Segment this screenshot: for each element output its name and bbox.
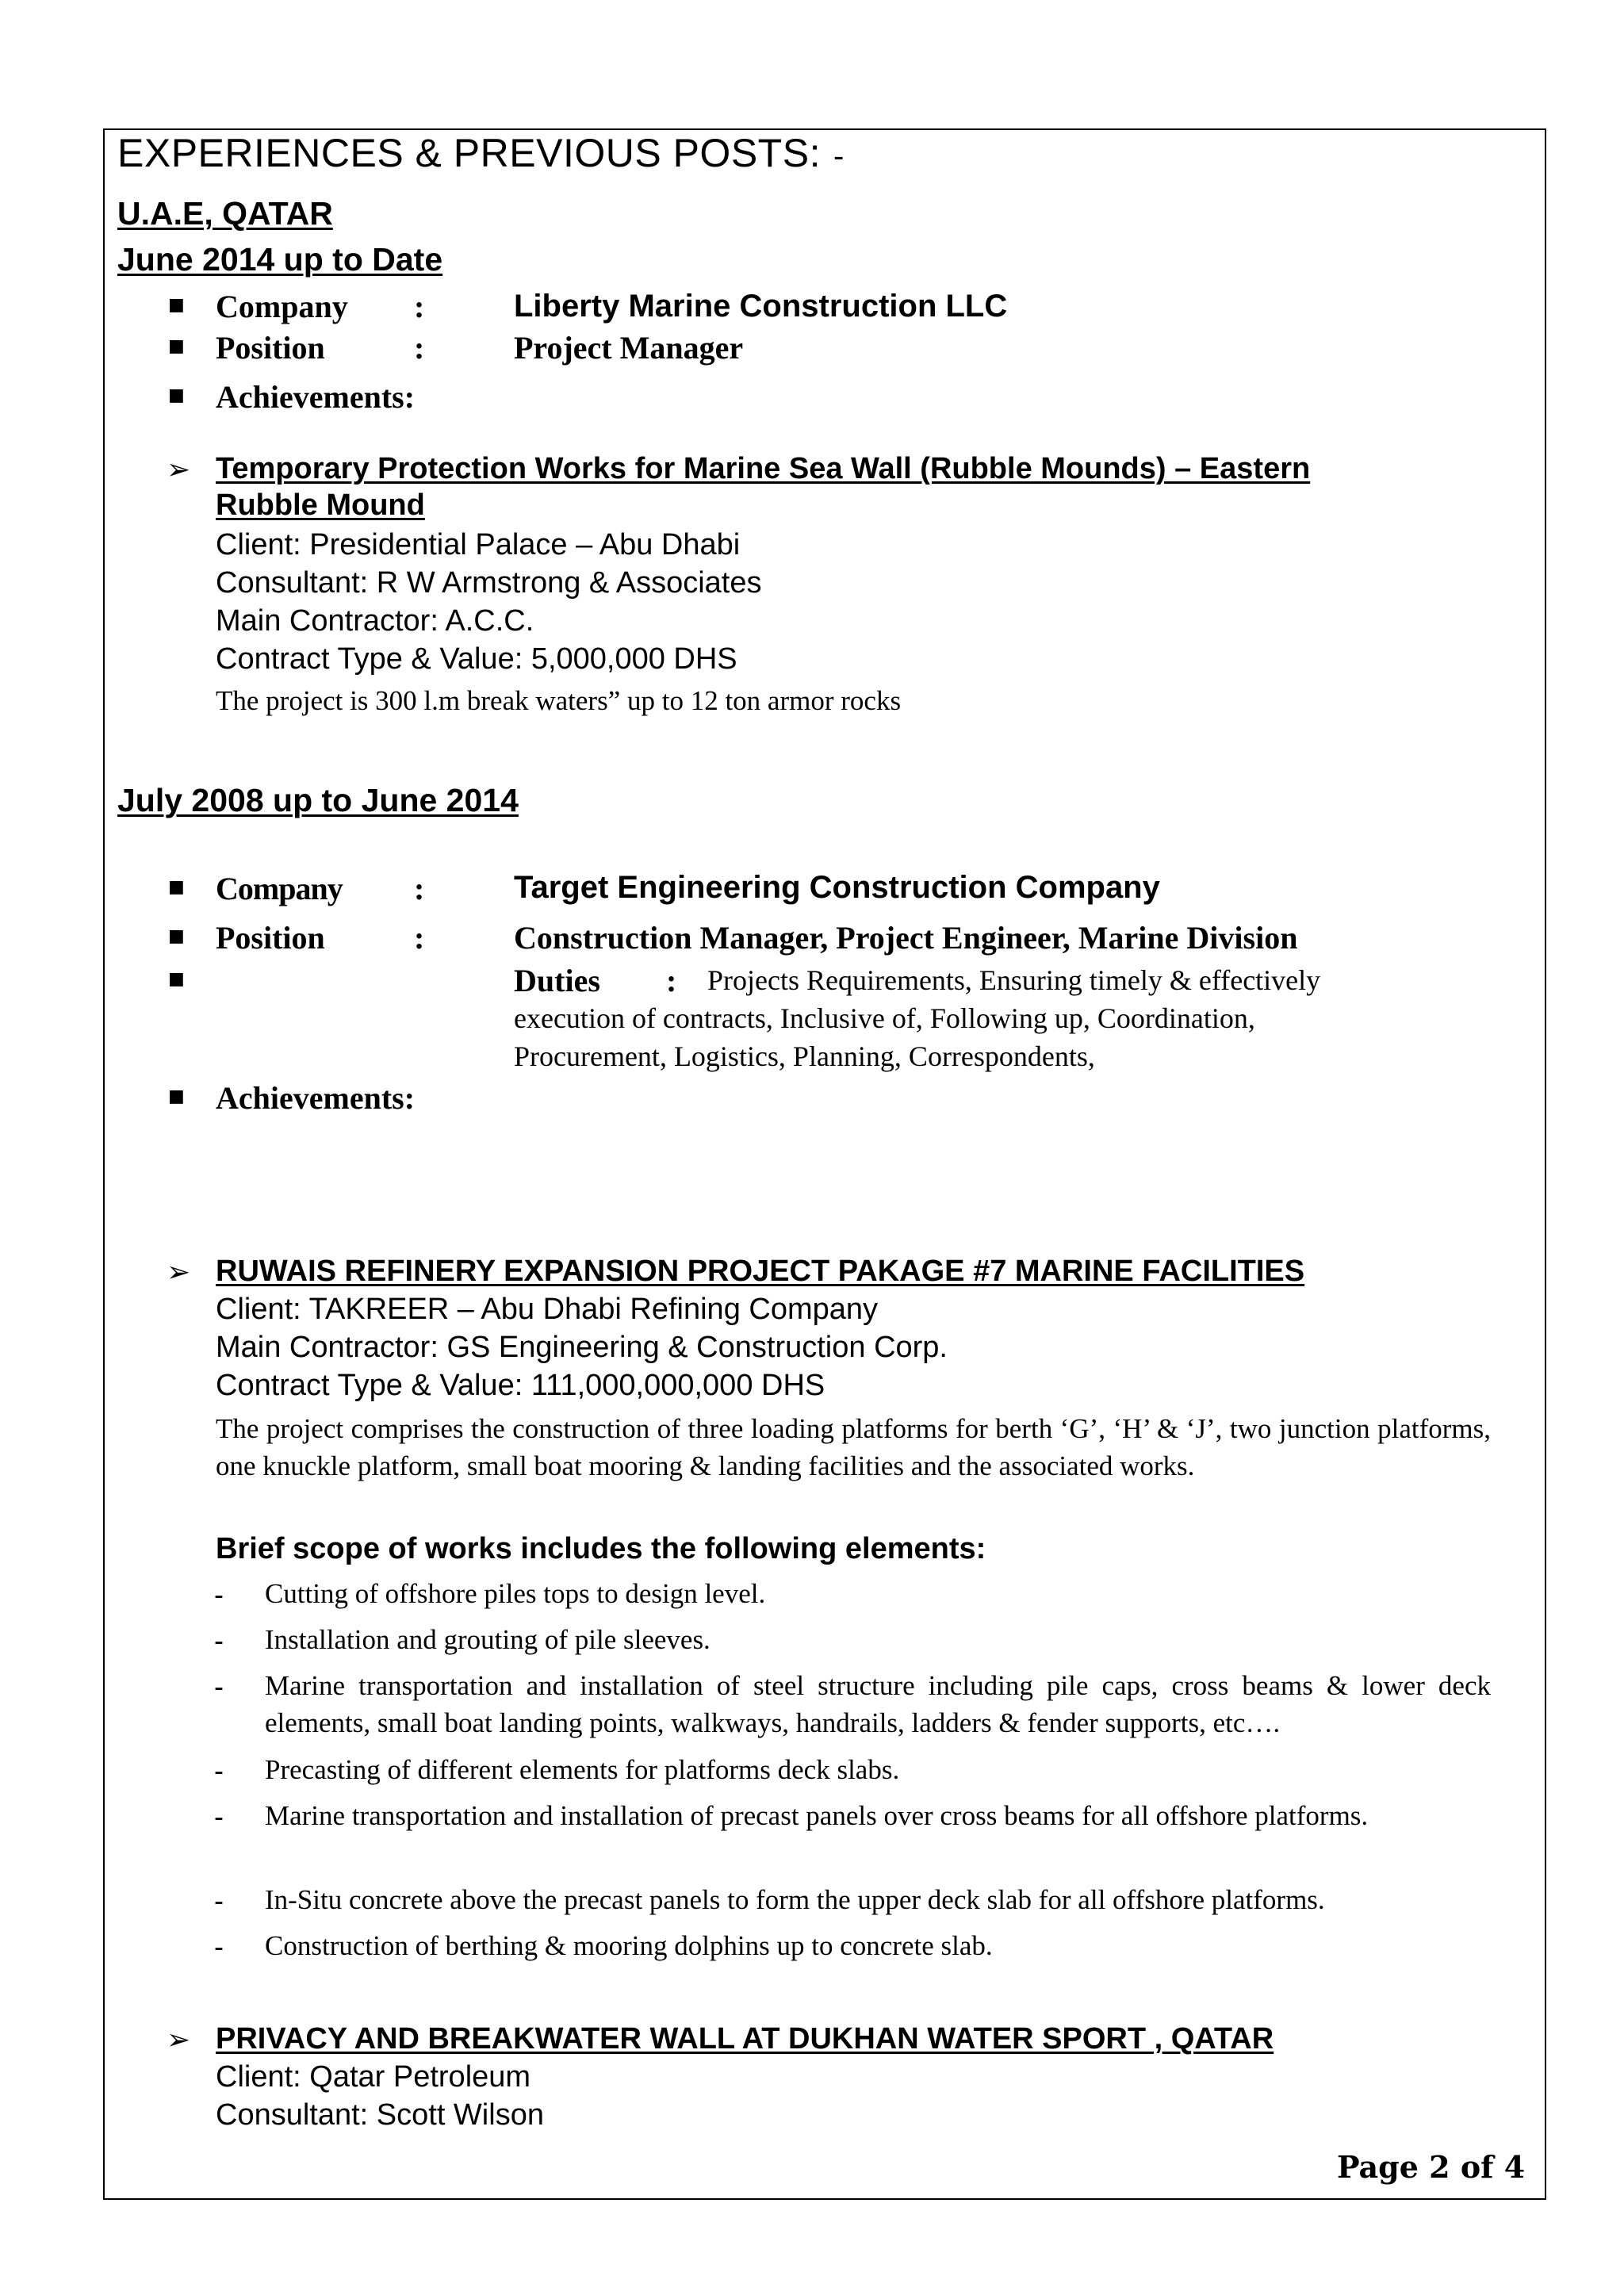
ruwais-contract: Contract Type & Value: 111,000,000,000 DHS xyxy=(216,1369,825,1402)
ruwais-contractor: Main Contractor: GS Engineering & Construction Corp. xyxy=(216,1331,948,1364)
job1-position: Project Manager xyxy=(514,330,744,366)
ruwais-client: Client: TAKREER – Abu Dhabi Refining Company xyxy=(216,1293,879,1326)
job2-position-label: Position xyxy=(216,920,325,956)
dukhan-consultant: Consultant: Scott Wilson xyxy=(216,2098,544,2132)
page-number: Page 2 of 4 xyxy=(1337,2149,1526,2185)
bullet-square-icon: ■ xyxy=(168,336,185,356)
job1-project-description: The project is 300 l.m break waters” up to 12 ton armor rocks xyxy=(216,685,902,716)
dukhan-project-title: PRIVACY AND BREAKWATER WALL AT DUKHAN WATER SPORT , QATAR xyxy=(216,2022,1274,2056)
bullet-square-icon: ■ xyxy=(168,385,185,405)
job2-duties-line2: execution of contracts, Inclusive of, Following up, Coordination, xyxy=(514,1002,1255,1034)
job2-position: Construction Manager, Project Engineer, Marine Division xyxy=(514,920,1298,956)
job2-duties-line3: Procurement, Logistics, Planning, Correspondents, xyxy=(514,1040,1095,1072)
job2-duties-line1: Projects Requirements, Ensuring timely & effectively xyxy=(707,964,1321,996)
bullet-square-icon: ■ xyxy=(168,926,185,946)
bullet-square-icon: ■ xyxy=(168,969,185,989)
ruwais-project-title: RUWAIS REFINERY EXPANSION PROJECT PAKAGE #7 MARINE FACILITIES xyxy=(216,1255,1305,1288)
scope-item: Precasting of different elements for platforms deck slabs. xyxy=(265,1754,900,1785)
job1-company-label: Company xyxy=(216,289,348,324)
job2-period: July 2008 up to June 2014 xyxy=(117,782,519,818)
scope-item: In-Situ concrete above the precast panels to form the upper deck slab for all offshore platforms. xyxy=(265,1884,1325,1915)
dash-bullet: - xyxy=(214,1930,224,1963)
job2-duties-label: Duties xyxy=(514,963,600,998)
scope-item: Installation and grouting of pile sleeves. xyxy=(265,1624,710,1655)
job1-project-consultant: Consultant: R W Armstrong & Associates xyxy=(216,566,762,600)
bullet-square-icon: ■ xyxy=(168,295,185,315)
job2-achievements-label: Achievements: xyxy=(216,1080,416,1116)
job1-project-title-line1: Temporary Protection Works for Marine Sea Wall (Rubble Mounds) – Eastern xyxy=(216,452,1311,485)
arrow-bullet-icon: ➢ xyxy=(167,454,191,486)
scope-item: Cutting of offshore piles tops to design level. xyxy=(265,1578,766,1609)
arrow-bullet-icon: ➢ xyxy=(167,2024,191,2056)
ruwais-description: The project comprises the construction of three loading platforms for berth ‘G’, ‘H’ & ‘J’, two junction platforms, one knuckle platform, small boat mooring & landing facilities and the associated works. xyxy=(216,1413,1491,1481)
job2-company-label: Company xyxy=(216,871,343,906)
job1-position-label: Position xyxy=(216,330,325,366)
dash-bullet: - xyxy=(214,1754,224,1787)
job1-achievements-label: Achievements: xyxy=(216,379,416,415)
colon: : xyxy=(414,920,425,956)
dash-bullet: - xyxy=(214,1624,224,1657)
job1-project-title-line2: Rubble Mound xyxy=(216,489,425,522)
colon: : xyxy=(414,871,425,906)
section-title: EXPERIENCES & PREVIOUS POSTS: - xyxy=(117,131,845,175)
ruwais-scope-heading: Brief scope of works includes the following elements: xyxy=(216,1532,986,1565)
bullet-square-icon: ■ xyxy=(168,877,185,897)
dash-bullet: - xyxy=(214,1670,224,1703)
scope-item: Construction of berthing & mooring dolphins up to concrete slab. xyxy=(265,1930,993,1961)
scope-item: Marine transportation and installation of steel structure including pile caps, cross beams & lower deck elements, small boat landing points, walkways, handrails, ladders & fender supports, etc…. xyxy=(265,1670,1491,1738)
colon: : xyxy=(666,963,677,998)
job1-company: Liberty Marine Construction LLC xyxy=(514,289,1008,324)
arrow-bullet-icon: ➢ xyxy=(167,1256,191,1289)
colon: : xyxy=(414,289,425,324)
dash-bullet: - xyxy=(214,1578,224,1611)
job1-period: June 2014 up to Date xyxy=(117,241,443,278)
region-heading: U.A.E, QATAR xyxy=(117,195,333,232)
dash-bullet: - xyxy=(214,1800,224,1833)
job1-project-contractor: Main Contractor: A.C.C. xyxy=(216,604,534,638)
colon: : xyxy=(414,330,425,366)
dash-bullet: - xyxy=(214,1884,224,1917)
job1-project-client: Client: Presidential Palace – Abu Dhabi xyxy=(216,528,741,561)
bullet-square-icon: ■ xyxy=(168,1086,185,1106)
scope-item: Marine transportation and installation of precast panels over cross beams for all offshore platforms. xyxy=(265,1800,1369,1831)
job2-company: Target Engineering Construction Company xyxy=(514,870,1160,905)
dukhan-client: Client: Qatar Petroleum xyxy=(216,2060,531,2094)
job1-project-contract: Contract Type & Value: 5,000,000 DHS xyxy=(216,642,737,676)
